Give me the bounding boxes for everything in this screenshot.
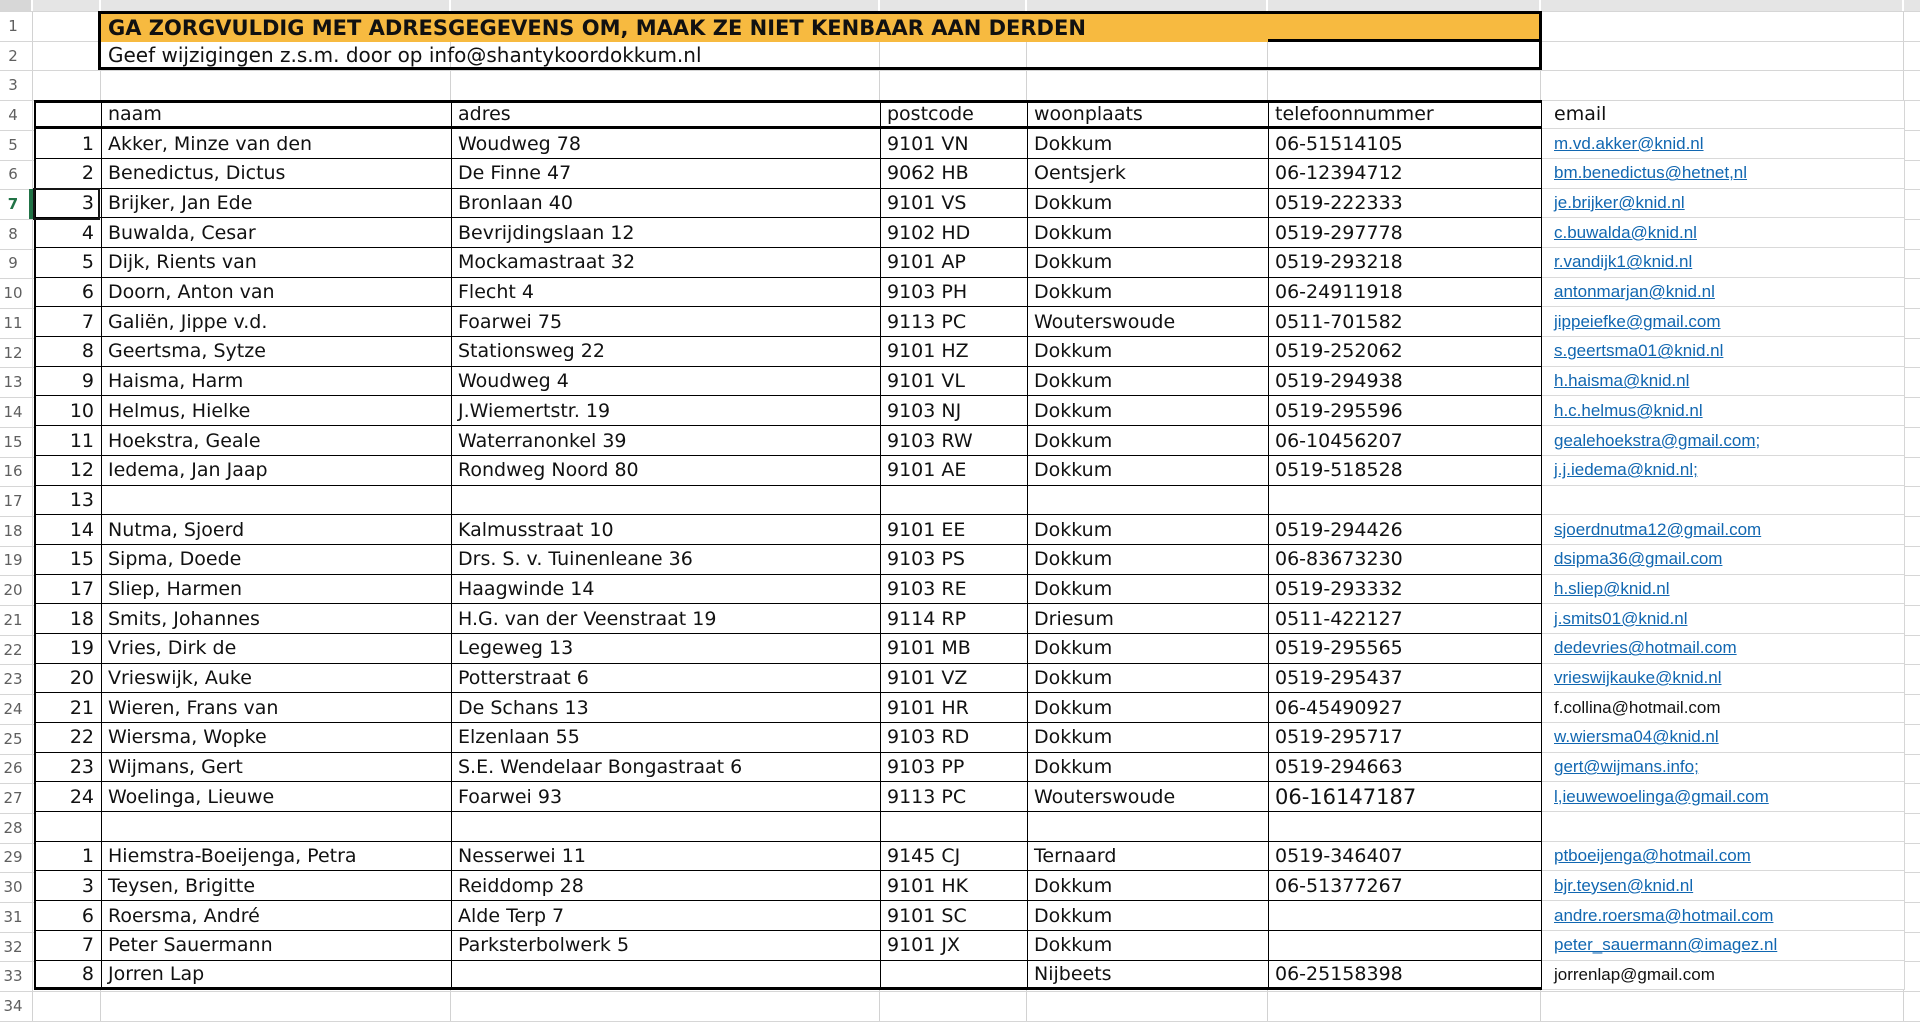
row-header-24[interactable]: 24 (3, 699, 23, 718)
row-header-22[interactable]: 22 (3, 640, 23, 659)
cell-adres[interactable]: Foarwei 75 (452, 307, 881, 337)
header-naam[interactable]: naam (102, 100, 452, 130)
cell-email[interactable] (1542, 842, 1905, 872)
row-header-9[interactable]: 9 (8, 254, 18, 273)
cell-naam[interactable]: Iedema, Jan Jaap (102, 456, 452, 486)
cell-postcode[interactable]: 9113 PC (881, 782, 1028, 812)
email-link[interactable]: gert@wijmans.info; (1554, 757, 1699, 777)
cell-adres[interactable]: S.E. Wendelaar Bongastraat 6 (452, 753, 881, 783)
cell-telefoon[interactable] (1269, 901, 1542, 931)
members-table (34, 100, 1905, 991)
cell-num[interactable]: 22 (36, 723, 102, 753)
cell-num[interactable]: 5 (36, 248, 102, 278)
selected-cell-outline (33, 188, 101, 220)
cell-naam[interactable]: Helmus, Hielke (102, 396, 452, 426)
cell-woonplaats[interactable] (1028, 486, 1269, 516)
cell-telefoon[interactable]: 06-10456207 (1269, 426, 1542, 456)
cell-postcode[interactable]: 9103 RE (881, 575, 1028, 605)
cell-num[interactable]: 21 (36, 693, 102, 723)
cell-woonplaats[interactable]: Dokkum (1028, 426, 1269, 456)
email-link[interactable]: andre.roersma@hotmail.com (1554, 905, 1774, 925)
cell-adres[interactable]: De Schans 13 (452, 693, 881, 723)
cell-naam[interactable]: Doorn, Anton van (102, 278, 452, 308)
cell-postcode[interactable]: 9101 SC (881, 901, 1028, 931)
cell-adres[interactable]: Drs. S. v. Tuinenleane 36 (452, 545, 881, 575)
cell-woonplaats[interactable]: Dokkum (1028, 367, 1269, 397)
cell-postcode[interactable] (881, 961, 1028, 991)
cell-email[interactable] (1542, 693, 1905, 723)
email-link[interactable]: j.smits01@knid.nl (1554, 608, 1688, 628)
cell-adres[interactable]: Flecht 4 (452, 278, 881, 308)
cell-telefoon[interactable]: 0519-252062 (1269, 337, 1542, 367)
cell-postcode[interactable]: 9101 VL (881, 367, 1028, 397)
cell-naam[interactable]: Vrieswijk, Auke (102, 664, 452, 694)
email-link[interactable]: bjr.teysen@knid.nl (1554, 875, 1694, 895)
row-header-27[interactable]: 27 (3, 789, 23, 808)
cell-telefoon[interactable]: 0519-293332 (1269, 575, 1542, 605)
row-header-23[interactable]: 23 (3, 670, 23, 689)
cell-naam[interactable] (102, 812, 452, 842)
gridline-horizontal (0, 991, 1920, 992)
cell-woonplaats[interactable]: Nijbeets (1028, 961, 1269, 991)
cell-postcode[interactable]: 9101 EE (881, 515, 1028, 545)
cell-adres[interactable]: Woudweg 78 (452, 129, 881, 159)
cell-woonplaats[interactable]: Dokkum (1028, 931, 1269, 961)
cell-woonplaats[interactable]: Ternaard (1028, 842, 1269, 872)
cell-postcode[interactable]: 9114 RP (881, 604, 1028, 634)
cell-adres[interactable]: Potterstraat 6 (452, 664, 881, 694)
cell-email[interactable] (1542, 545, 1905, 575)
email-link[interactable]: dsipma36@gmail.com (1554, 549, 1723, 569)
cell-num[interactable]: 20 (36, 664, 102, 694)
cell-email[interactable] (1542, 486, 1905, 516)
email-link[interactable]: h.c.helmus@knid.nl (1554, 400, 1703, 420)
cell-telefoon[interactable]: 0519-518528 (1269, 456, 1542, 486)
cell-woonplaats[interactable]: Dokkum (1028, 129, 1269, 159)
cell-naam[interactable]: Dijk, Rients van (102, 248, 452, 278)
email-link[interactable]: bm.benedictus@hetnet,nl (1554, 163, 1748, 183)
cell-woonplaats[interactable]: Dokkum (1028, 515, 1269, 545)
cell-adres[interactable]: Alde Terp 7 (452, 901, 881, 931)
row-header-2[interactable]: 2 (8, 46, 18, 65)
row-header-26[interactable]: 26 (3, 759, 23, 778)
email-link[interactable]: c.buwalda@knid.nl (1554, 222, 1697, 242)
cell-naam[interactable]: Hiemstra-Boeijenga, Petra (102, 842, 452, 872)
cell-woonplaats[interactable]: Dokkum (1028, 634, 1269, 664)
email-link[interactable]: w.wiersma04@knid.nl (1554, 727, 1719, 747)
row-header-11[interactable]: 11 (3, 313, 23, 332)
cell-woonplaats[interactable]: Wouterswoude (1028, 307, 1269, 337)
cell-adres[interactable]: Woudweg 4 (452, 367, 881, 397)
cell-postcode[interactable]: 9103 PP (881, 753, 1028, 783)
cell-naam[interactable]: Sipma, Doede (102, 545, 452, 575)
cell-email[interactable] (1542, 426, 1905, 456)
cell-adres[interactable]: Foarwei 93 (452, 782, 881, 812)
cell-adres[interactable]: Legeweg 13 (452, 634, 881, 664)
cell-naam[interactable]: Wijmans, Gert (102, 753, 452, 783)
cell-woonplaats[interactable]: Dokkum (1028, 248, 1269, 278)
row-header-3[interactable]: 3 (8, 76, 18, 95)
cell-telefoon[interactable]: 0511-701582 (1269, 307, 1542, 337)
row-header-19[interactable]: 19 (3, 551, 23, 570)
cell-naam[interactable]: Wieren, Frans van (102, 693, 452, 723)
cell-postcode[interactable]: 9101 AP (881, 248, 1028, 278)
cell-telefoon[interactable] (1269, 812, 1542, 842)
row-header-17[interactable]: 17 (3, 492, 23, 511)
gridline-horizontal (0, 1021, 1920, 1022)
email-text: f.collina@hotmail.com (1554, 697, 1721, 717)
cell-postcode[interactable]: 9101 HR (881, 693, 1028, 723)
email-link[interactable]: je.brijker@knid.nl (1554, 193, 1685, 212)
cell-telefoon[interactable]: 0519-295565 (1269, 634, 1542, 664)
cell-woonplaats[interactable]: Dokkum (1028, 575, 1269, 605)
email-link[interactable]: l,ieuwewoelinga@gmail.com (1554, 786, 1769, 806)
cell-woonplaats[interactable]: Dokkum (1028, 693, 1269, 723)
email-link[interactable]: h.haisma@knid.nl (1554, 371, 1690, 391)
cell-naam[interactable]: Hoekstra, Geale (102, 426, 452, 456)
cell-adres[interactable] (452, 486, 881, 516)
cell-email[interactable] (1542, 159, 1905, 189)
row-header-12[interactable]: 12 (3, 343, 23, 362)
cell-telefoon[interactable]: 0519-222333 (1269, 189, 1542, 219)
cell-postcode[interactable]: 9101 HZ (881, 337, 1028, 367)
cell-num[interactable]: 13 (36, 486, 102, 516)
cell-adres[interactable]: Kalmusstraat 10 (452, 515, 881, 545)
cell-email[interactable] (1542, 189, 1905, 219)
header-blank[interactable] (36, 100, 102, 130)
cell-num[interactable]: 8 (36, 961, 102, 991)
row-header-5[interactable]: 5 (8, 135, 18, 154)
cell-telefoon[interactable]: 06-51377267 (1269, 871, 1542, 901)
cell-telefoon[interactable]: 0519-295596 (1269, 396, 1542, 426)
row-header-1[interactable]: 1 (8, 16, 18, 35)
cell-telefoon[interactable]: 0519-295437 (1269, 664, 1542, 694)
cell-naam[interactable]: Peter Sauermann (102, 931, 452, 961)
cell-naam[interactable]: Akker, Minze van den (102, 129, 452, 159)
cell-woonplaats[interactable]: Dokkum (1028, 337, 1269, 367)
cell-postcode[interactable]: 9145 CJ (881, 842, 1028, 872)
cell-woonplaats[interactable]: Dokkum (1028, 871, 1269, 901)
email-link[interactable]: gealehoekstra@gmail.com; (1554, 430, 1761, 450)
cell-telefoon[interactable]: 0519-294663 (1269, 753, 1542, 783)
cell-naam[interactable]: Teysen, Brigitte (102, 871, 452, 901)
cell-postcode[interactable]: 9101 VS (881, 189, 1028, 219)
cell-email[interactable] (1542, 812, 1905, 842)
cell-naam[interactable]: Sliep, Harmen (102, 575, 452, 605)
row-header-25[interactable]: 25 (3, 729, 23, 748)
cell-email[interactable] (1542, 604, 1905, 634)
row-header-32[interactable]: 32 (3, 937, 23, 956)
email-link[interactable]: r.vandijk1@knid.nl (1554, 252, 1693, 272)
cell-woonplaats[interactable]: Driesum (1028, 604, 1269, 634)
cell-woonplaats[interactable]: Dokkum (1028, 189, 1269, 219)
cell-adres[interactable]: De Finne 47 (452, 159, 881, 189)
row-header-13[interactable]: 13 (3, 373, 23, 392)
cell-naam[interactable]: Nutma, Sjoerd (102, 515, 452, 545)
email-link[interactable]: dedevries@hotmail.com (1554, 638, 1737, 658)
row-header-21[interactable]: 21 (3, 610, 23, 629)
cell-woonplaats[interactable]: Dokkum (1028, 278, 1269, 308)
cell-num[interactable]: 1 (36, 129, 102, 159)
cell-naam[interactable]: Galiën, Jippe v.d. (102, 307, 452, 337)
cell-num[interactable]: 23 (36, 753, 102, 783)
cell-num[interactable]: 2 (36, 159, 102, 189)
cell-woonplaats[interactable]: Wouterswoude (1028, 782, 1269, 812)
cell-woonplaats[interactable]: Dokkum (1028, 545, 1269, 575)
cell-adres[interactable]: Waterranonkel 39 (452, 426, 881, 456)
cell-num[interactable]: 6 (36, 901, 102, 931)
cell-num[interactable]: 8 (36, 337, 102, 367)
row-header-31[interactable]: 31 (3, 907, 23, 926)
cell-num[interactable]: 12 (36, 456, 102, 486)
cell-postcode[interactable]: 9101 MB (881, 634, 1028, 664)
cell-adres[interactable]: Parksterbolwerk 5 (452, 931, 881, 961)
email-link[interactable]: vrieswijkauke@knid.nl (1554, 668, 1722, 687)
cell-num[interactable]: 11 (36, 426, 102, 456)
cell-email[interactable] (1542, 278, 1905, 308)
cell-woonplaats[interactable]: Dokkum (1028, 901, 1269, 931)
cell-telefoon[interactable]: 06-24911918 (1269, 278, 1542, 308)
row-header-28[interactable]: 28 (3, 818, 23, 837)
cell-email[interactable] (1542, 723, 1905, 753)
row-header-29[interactable]: 29 (3, 848, 23, 867)
cell-num[interactable]: 3 (36, 189, 102, 219)
cell-email[interactable] (1542, 248, 1905, 278)
cell-telefoon[interactable]: 0519-346407 (1269, 842, 1542, 872)
cell-email[interactable] (1542, 218, 1905, 248)
row-header-33[interactable]: 33 (3, 967, 23, 986)
cell-postcode[interactable]: 9062 HB (881, 159, 1028, 189)
banner-bottom-border (1268, 39, 1542, 42)
email-text: jorrenlap@gmail.com (1554, 964, 1715, 984)
cell-num[interactable]: 9 (36, 367, 102, 397)
cell-num[interactable]: 6 (36, 278, 102, 308)
cell-postcode[interactable]: 9101 VN (881, 129, 1028, 159)
cell-postcode[interactable]: 9103 NJ (881, 396, 1028, 426)
cell-postcode[interactable]: 9113 PC (881, 307, 1028, 337)
row-header-30[interactable]: 30 (3, 878, 23, 897)
cell-num[interactable]: 14 (36, 515, 102, 545)
cell-email[interactable] (1542, 515, 1905, 545)
email-link[interactable]: ptboeijenga@hotmail.com (1554, 846, 1751, 866)
row-header-4[interactable]: 4 (8, 105, 18, 124)
cell-adres[interactable]: Nesserwei 11 (452, 842, 881, 872)
cell-num[interactable]: 7 (36, 931, 102, 961)
cell-telefoon[interactable]: 0519-294938 (1269, 367, 1542, 397)
row-header-8[interactable]: 8 (8, 224, 18, 243)
cell-adres[interactable]: Reiddomp 28 (452, 871, 881, 901)
cell-adres[interactable]: Mockamastraat 32 (452, 248, 881, 278)
cell-postcode[interactable]: 9103 RD (881, 723, 1028, 753)
cell-adres[interactable]: Haagwinde 14 (452, 575, 881, 605)
cell-postcode[interactable]: 9102 HD (881, 218, 1028, 248)
cell-email[interactable] (1542, 456, 1905, 486)
cell-adres[interactable]: Stationsweg 22 (452, 337, 881, 367)
cell-email[interactable] (1542, 575, 1905, 605)
cell-email[interactable] (1542, 931, 1905, 961)
cell-telefoon[interactable]: 06-83673230 (1269, 545, 1542, 575)
cell-postcode[interactable]: 9101 HK (881, 871, 1028, 901)
cell-email[interactable] (1542, 367, 1905, 397)
cell-num[interactable] (36, 812, 102, 842)
cell-woonplaats[interactable] (1028, 812, 1269, 842)
cell-adres[interactable] (452, 961, 881, 991)
email-link[interactable]: jippeiefke@gmail.com (1554, 311, 1721, 331)
cell-postcode[interactable]: 9103 PS (881, 545, 1028, 575)
cell-telefoon[interactable]: 06-45490927 (1269, 693, 1542, 723)
cell-woonplaats[interactable]: Dokkum (1028, 396, 1269, 426)
cell-num[interactable]: 24 (36, 782, 102, 812)
cell-woonplaats[interactable]: Dokkum (1028, 723, 1269, 753)
cell-naam[interactable]: Buwalda, Cesar (102, 218, 452, 248)
cell-adres[interactable] (452, 812, 881, 842)
email-link[interactable]: h.sliep@knid.nl (1554, 578, 1670, 598)
cell-naam[interactable]: Geertsma, Sytze (102, 337, 452, 367)
cell-postcode[interactable]: 9103 RW (881, 426, 1028, 456)
row-header-34[interactable]: 34 (3, 996, 23, 1015)
cell-naam[interactable]: Wiersma, Wopke (102, 723, 452, 753)
select-all-corner[interactable] (0, 0, 32, 11)
cell-num[interactable]: 18 (36, 604, 102, 634)
cell-naam[interactable]: Haisma, Harm (102, 367, 452, 397)
cell-telefoon[interactable]: 06-51514105 (1269, 129, 1542, 159)
email-link[interactable]: sjoerdnutma12@gmail.com (1554, 519, 1762, 539)
notice-subtitle[interactable]: Geef wijzigingen z.s.m. door op info@shantykoordokkum.nl (108, 43, 702, 68)
email-link[interactable]: s.geertsma01@knid.nl (1554, 341, 1724, 361)
cell-postcode[interactable] (881, 812, 1028, 842)
cell-num[interactable]: 10 (36, 396, 102, 426)
cell-woonplaats[interactable]: Dokkum (1028, 218, 1269, 248)
email-link[interactable]: m.vd.akker@knid.nl (1554, 133, 1704, 153)
email-link[interactable]: j.j.iedema@knid.nl; (1554, 460, 1698, 480)
column-header-strip (0, 0, 1920, 11)
cell-telefoon[interactable]: 06-12394712 (1269, 159, 1542, 189)
cell-email[interactable] (1542, 337, 1905, 367)
cell-naam[interactable]: Roersma, André (102, 901, 452, 931)
email-link[interactable]: antonmarjan@knid.nl (1554, 282, 1715, 302)
cell-email[interactable] (1542, 753, 1905, 783)
cell-naam[interactable]: Brijker, Jan Ede (102, 189, 452, 219)
cell-telefoon[interactable]: 0519-297778 (1269, 218, 1542, 248)
row-header-6[interactable]: 6 (8, 165, 18, 184)
cell-num[interactable]: 4 (36, 218, 102, 248)
cell-num[interactable]: 7 (36, 307, 102, 337)
cell-woonplaats[interactable]: Dokkum (1028, 456, 1269, 486)
gridline-horizontal (0, 70, 1920, 71)
email-link[interactable]: peter_sauermann@imagez.nl (1554, 935, 1778, 955)
cell-adres[interactable]: Bevrijdingslaan 12 (452, 218, 881, 248)
cell-telefoon[interactable]: 06-16147187 (1269, 782, 1542, 812)
header-postcode[interactable]: postcode (881, 100, 1028, 130)
cell-adres[interactable]: Rondweg Noord 80 (452, 456, 881, 486)
warning-banner[interactable]: GA ZORGVULDIG MET ADRESGEGEVENS OM, MAAK ZE NIET KENBAAR AAN DERDEN (101, 14, 1539, 42)
cell-num[interactable]: 1 (36, 842, 102, 872)
header-woonplaats[interactable]: woonplaats (1028, 100, 1269, 130)
cell-email[interactable] (1542, 871, 1905, 901)
cell-adres[interactable]: Bronlaan 40 (452, 189, 881, 219)
cell-naam[interactable]: Vries, Dirk de (102, 634, 452, 664)
row-header-18[interactable]: 18 (3, 521, 23, 540)
cell-email[interactable] (1542, 634, 1905, 664)
cell-naam[interactable] (102, 486, 452, 516)
cell-adres[interactable]: J.Wiemertstr. 19 (452, 396, 881, 426)
cell-telefoon[interactable]: 06-25158398 (1269, 961, 1542, 991)
header-adres[interactable]: adres (452, 100, 881, 130)
row-header-7[interactable]: 7 (7, 195, 19, 214)
cell-telefoon[interactable] (1269, 486, 1542, 516)
row-header-20[interactable]: 20 (3, 581, 23, 600)
header-telefoonnummer[interactable]: telefoonnummer (1269, 100, 1542, 130)
cell-woonplaats[interactable]: Dokkum (1028, 753, 1269, 783)
cell-naam[interactable]: Woelinga, Lieuwe (102, 782, 452, 812)
cell-email[interactable] (1542, 901, 1905, 931)
cell-naam[interactable]: Benedictus, Dictus (102, 159, 452, 189)
header-email[interactable]: email (1542, 100, 1905, 130)
cell-num[interactable]: 15 (36, 545, 102, 575)
cell-postcode[interactable]: 9101 AE (881, 456, 1028, 486)
cell-email[interactable] (1542, 307, 1905, 337)
cell-num[interactable]: 19 (36, 634, 102, 664)
cell-naam[interactable]: Smits, Johannes (102, 604, 452, 634)
cell-woonplaats[interactable]: Dokkum (1028, 664, 1269, 694)
cell-woonplaats[interactable]: Oentsjerk (1028, 159, 1269, 189)
cell-naam[interactable]: Jorren Lap (102, 961, 452, 991)
cell-adres[interactable]: H.G. van der Veenstraat 19 (452, 604, 881, 634)
cell-telefoon[interactable] (1269, 931, 1542, 961)
cell-telefoon[interactable]: 0511-422127 (1269, 604, 1542, 634)
row-header-10[interactable]: 10 (3, 284, 23, 303)
cell-email[interactable] (1542, 664, 1905, 694)
cell-email[interactable] (1542, 961, 1905, 991)
row-header-15[interactable]: 15 (3, 432, 23, 451)
cell-email[interactable] (1542, 129, 1905, 159)
cell-num[interactable]: 3 (36, 871, 102, 901)
row-header-16[interactable]: 16 (3, 462, 23, 481)
cell-postcode[interactable]: 9103 PH (881, 278, 1028, 308)
cell-email[interactable] (1542, 396, 1905, 426)
cell-postcode[interactable]: 9101 JX (881, 931, 1028, 961)
cell-telefoon[interactable]: 0519-295717 (1269, 723, 1542, 753)
cell-postcode[interactable]: 9101 VZ (881, 664, 1028, 694)
cell-postcode[interactable] (881, 486, 1028, 516)
cell-telefoon[interactable]: 0519-293218 (1269, 248, 1542, 278)
cell-telefoon[interactable]: 0519-294426 (1269, 515, 1542, 545)
cell-num[interactable]: 17 (36, 575, 102, 605)
cell-adres[interactable]: Elzenlaan 55 (452, 723, 881, 753)
row-header-14[interactable]: 14 (3, 402, 23, 421)
cell-email[interactable] (1542, 782, 1905, 812)
